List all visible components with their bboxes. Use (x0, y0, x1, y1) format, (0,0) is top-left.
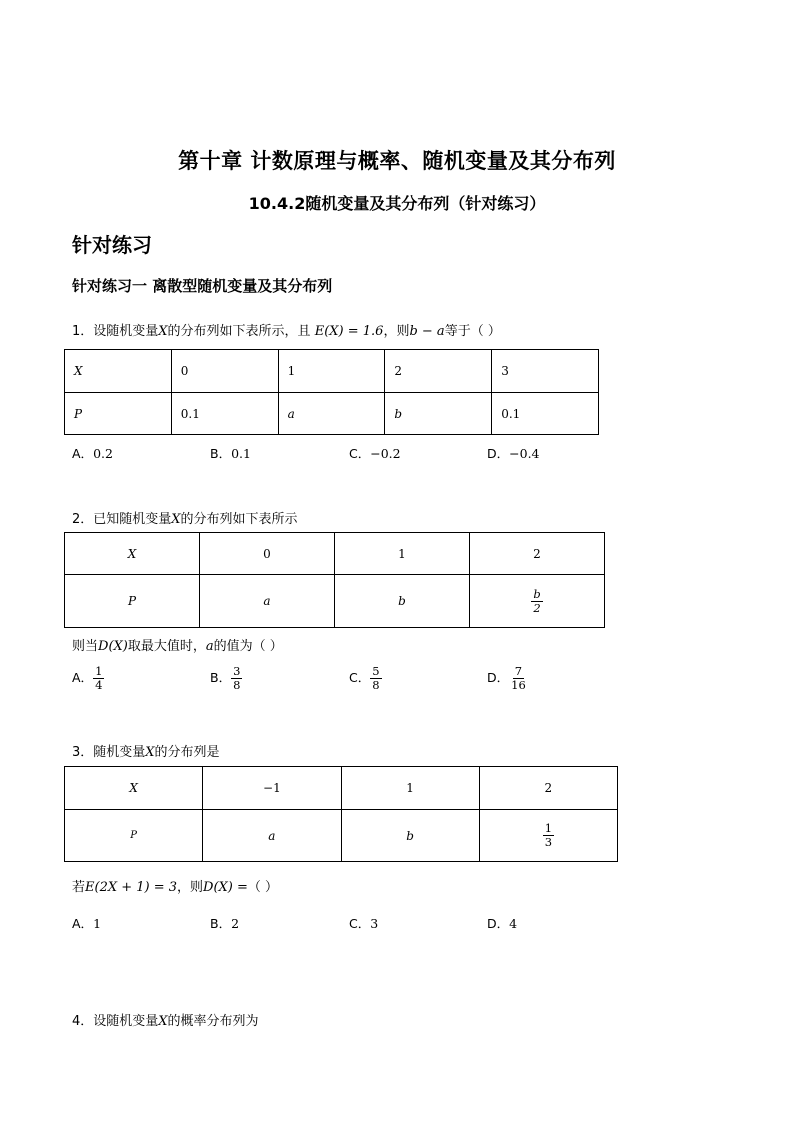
q2-after-prefix: 则当 (72, 639, 99, 654)
q1-distribution-table (64, 349, 599, 435)
denominator: 8 (372, 678, 380, 692)
table-cell: P (65, 393, 172, 435)
q2-distribution-table (64, 532, 605, 628)
table-row (65, 350, 599, 393)
q3-var: X (145, 745, 155, 760)
option-value: 4 (509, 916, 518, 931)
fraction (93, 665, 104, 692)
option-a[interactable] (72, 914, 101, 932)
q1-condition: E(X) = 1.6 (314, 324, 384, 339)
table-cell: X (65, 350, 172, 393)
table-cell: 0.1 (171, 393, 278, 435)
option-label: C． (349, 916, 371, 931)
table-cell (470, 575, 605, 628)
subsection-title: 针对练习一 离散型随机变量及其分布列 (72, 277, 333, 295)
q1-mid: 的分布列如下表所示，且 (167, 324, 311, 339)
denominator: 8 (233, 678, 241, 692)
numerator: 3 (233, 664, 241, 678)
option-label: B． (210, 670, 232, 685)
option-c[interactable] (349, 444, 401, 462)
option-label: A． (72, 670, 94, 685)
option-value: 2 (231, 916, 240, 931)
option-label: D． (487, 446, 510, 461)
table-cell: P (65, 810, 203, 862)
denominator: 16 (511, 678, 526, 692)
question-4-stem (72, 1010, 259, 1029)
q2-after-expr: D(X) (98, 639, 128, 654)
option-a[interactable] (72, 444, 113, 462)
table-cell: a (278, 393, 385, 435)
q3-after-expr: E(2X + 1) = 3 (85, 880, 178, 895)
numerator: 1 (95, 664, 103, 678)
table-cell: a (203, 810, 341, 862)
table-cell: −1 (203, 767, 341, 810)
denominator: 3 (544, 835, 553, 849)
option-b[interactable] (210, 444, 251, 462)
q2-after-mid: 取最大值时， (127, 639, 206, 654)
numerator: b (533, 586, 541, 601)
table-cell: 3 (492, 350, 599, 393)
option-b[interactable] (210, 914, 239, 932)
q1-expr: b − a (409, 324, 445, 339)
table-cell: 1 (341, 767, 479, 810)
q1-options (72, 444, 672, 460)
table-cell: P (65, 575, 200, 628)
option-d[interactable] (487, 914, 517, 932)
question-2-condition (72, 635, 283, 654)
option-label: C． (349, 446, 371, 461)
q2-prefix: 2．已知随机变量 (72, 512, 172, 527)
table-cell: 0 (200, 533, 335, 575)
table-cell: 2 (479, 767, 617, 810)
option-label: D． (487, 916, 510, 931)
table-cell: b (385, 393, 492, 435)
q3-after-mid: ，则 (177, 880, 204, 895)
table-row (65, 533, 605, 575)
q3-distribution-table (64, 766, 618, 862)
option-value: −0.2 (370, 446, 401, 461)
option-d[interactable] (487, 444, 540, 462)
table-cell: b (341, 810, 479, 862)
table-row (65, 575, 605, 628)
option-c[interactable] (349, 665, 382, 692)
option-label: B． (210, 446, 232, 461)
q2-suffix: 的分布列如下表所示 (180, 512, 298, 527)
table-cell: 1 (335, 533, 470, 575)
table-cell: 2 (385, 350, 492, 393)
table-cell: 2 (470, 533, 605, 575)
q3-suffix: 的分布列是 (154, 745, 220, 760)
option-label: B． (210, 916, 232, 931)
denominator: 4 (95, 678, 103, 692)
option-value: −0.4 (509, 446, 540, 461)
fraction (231, 665, 242, 692)
q1-mid2: ，则 (383, 324, 410, 339)
section-title: 针对练习 (72, 233, 152, 257)
q3-after-prefix: 若 (72, 880, 86, 895)
q1-prefix: 1．设随机变量 (72, 324, 159, 339)
option-label: C． (349, 670, 371, 685)
option-c[interactable] (349, 914, 378, 932)
option-d[interactable] (487, 665, 528, 692)
option-value: 1 (93, 916, 102, 931)
fraction (509, 665, 528, 692)
table-row (65, 393, 599, 435)
table-cell (479, 810, 617, 862)
q3-options (72, 914, 672, 930)
q1-var: X (158, 324, 168, 339)
q4-suffix: 的概率分布列为 (167, 1014, 259, 1029)
numerator: 7 (514, 664, 523, 678)
option-a[interactable] (72, 665, 104, 692)
question-2-stem (72, 508, 298, 527)
option-label: A． (72, 916, 94, 931)
question-3-stem (72, 741, 220, 760)
q3-after-suffix: （ ） (247, 880, 279, 895)
option-label: A． (72, 446, 94, 461)
table-cell: 0.1 (492, 393, 599, 435)
q2-var: X (171, 512, 181, 527)
fraction (370, 665, 381, 692)
fraction (543, 822, 554, 849)
option-value: 0.1 (231, 446, 251, 461)
option-value: 0.2 (93, 446, 113, 461)
q2-options (72, 665, 672, 699)
table-row (65, 810, 618, 862)
table-row (65, 767, 618, 810)
fraction (531, 588, 542, 615)
table-cell: 0 (171, 350, 278, 393)
table-cell: X (65, 767, 203, 810)
option-label: D． (487, 670, 510, 685)
q4-prefix: 4．设随机变量 (72, 1014, 159, 1029)
option-b[interactable] (210, 665, 242, 692)
denominator: 2 (533, 600, 541, 615)
table-cell: b (335, 575, 470, 628)
q3-prefix: 3．随机变量 (72, 745, 146, 760)
table-cell: a (200, 575, 335, 628)
chapter-title: 第十章 计数原理与概率、随机变量及其分布列 (178, 149, 616, 173)
question-1-stem (72, 320, 501, 339)
q3-after-expr2: D(X) = (203, 880, 248, 895)
q4-var: X (158, 1014, 168, 1029)
table-cell: X (65, 533, 200, 575)
q1-suffix: 等于（ ） (444, 324, 501, 339)
numerator: 1 (544, 821, 553, 835)
table-cell: 1 (278, 350, 385, 393)
q2-after-suffix: 的值为（ ） (213, 639, 283, 654)
option-value: 3 (370, 916, 379, 931)
numerator: 5 (372, 664, 380, 678)
q2-after-var: a (205, 639, 214, 654)
question-3-condition (72, 876, 278, 895)
lesson-subtitle: 10.4.2随机变量及其分布列（针对练习） (248, 194, 546, 213)
